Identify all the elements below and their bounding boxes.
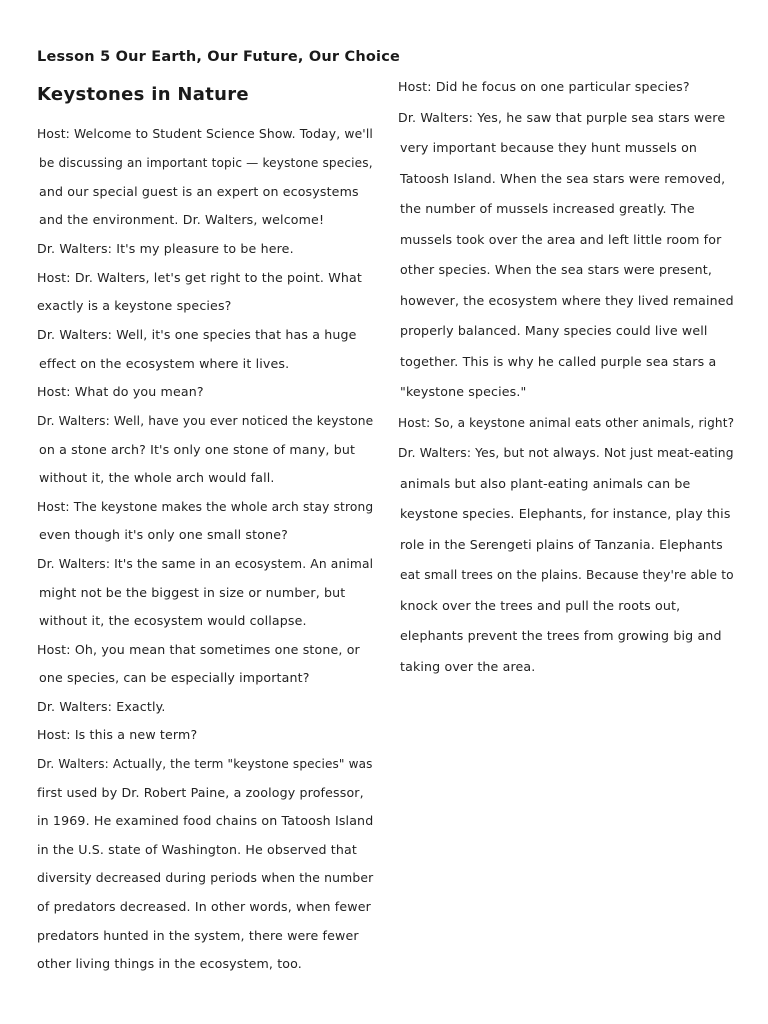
text-line: Dr. Walters: Well, it's one species that has a huge: [37, 327, 357, 342]
text-line: Dr. Walters: Yes, but not always. Not just meat-eating: [398, 445, 734, 460]
page-title: Keystones in Nature: [37, 84, 249, 105]
lesson-heading: Lesson 5 Our Earth, Our Future, Our Choice: [37, 49, 401, 65]
text-line: Host: So, a keystone animal eats other animals, right?: [398, 415, 735, 430]
text-line: exactly is a keystone species?: [37, 298, 232, 313]
text-line: taking over the area.: [400, 659, 536, 674]
text-line: Dr. Walters: It's my pleasure to be here.: [37, 241, 294, 256]
text-line: properly balanced. Many species could live well: [400, 323, 708, 338]
text-line: eat small trees on the plains. Because they're able to: [400, 567, 734, 582]
text-line: Host: What do you mean?: [37, 384, 204, 399]
text-line: Host: Did he focus on one particular species?: [398, 79, 690, 94]
text-line: Dr. Walters: Exactly.: [37, 699, 166, 714]
text-line: Dr. Walters: Actually, the term "keystone species" was: [37, 756, 373, 771]
text-line: of predators decreased. In other words, when fewer: [37, 899, 371, 914]
text-line: animals but also plant-eating animals can be: [400, 476, 691, 491]
text-line: other species. When the sea stars were present,: [400, 262, 713, 277]
text-line: diversity decreased during periods when the number: [37, 870, 374, 885]
text-line: Dr. Walters: Well, have you ever noticed the keystone: [37, 413, 374, 428]
text-line: keystone species. Elephants, for instance, play this: [400, 506, 731, 521]
text-line: on a stone arch? It's only one stone of many, but: [39, 442, 356, 457]
text-line: Host: Welcome to Student Science Show. Today, we'll: [37, 126, 373, 141]
text-line: other living things in the ecosystem, too.: [37, 956, 302, 971]
text-line: Host: Is this a new term?: [37, 727, 198, 742]
text-line: Tatoosh Island. When the sea stars were removed,: [400, 171, 726, 186]
text-line: "keystone species.": [400, 384, 527, 399]
text-line: without it, the ecosystem would collapse.: [39, 613, 307, 628]
text-line: the number of mussels increased greatly. The: [400, 201, 695, 216]
text-line: very important because they hunt mussels on: [400, 140, 698, 155]
text-line: elephants prevent the trees from growing big and: [400, 628, 722, 643]
text-line: first used by Dr. Robert Paine, a zoology professor,: [37, 785, 364, 800]
text-line: role in the Serengeti plains of Tanzania. Elephants: [400, 537, 723, 552]
text-line: might not be the biggest in size or number, but: [39, 585, 346, 600]
text-line: however, the ecosystem where they lived remained: [400, 293, 734, 308]
text-line: and our special guest is an expert on ecosystems: [39, 184, 359, 199]
text-line: Dr. Walters: Yes, he saw that purple sea stars were: [398, 110, 726, 125]
text-line: in 1969. He examined food chains on Tatoosh Island: [37, 813, 374, 828]
text-line: effect on the ecosystem where it lives.: [39, 356, 290, 371]
text-line: one species, can be especially important?: [39, 670, 310, 685]
text-line: Host: The keystone makes the whole arch stay strong: [37, 499, 374, 514]
text-line: knock over the trees and pull the roots out,: [400, 598, 681, 613]
text-line: be discussing an important topic — keystone species,: [39, 155, 373, 170]
text-line: Dr. Walters: It's the same in an ecosystem. An animal: [37, 556, 374, 571]
text-line: mussels took over the area and left little room for: [400, 232, 722, 247]
text-line: even though it's only one small stone?: [39, 527, 288, 542]
text-line: and the environment. Dr. Walters, welcome!: [39, 212, 325, 227]
text-line: predators hunted in the system, there were fewer: [37, 928, 359, 943]
text-line: without it, the whole arch would fall.: [39, 470, 275, 485]
text-line: Host: Dr. Walters, let's get right to the point. What: [37, 270, 362, 285]
text-line: Host: Oh, you mean that sometimes one stone, or: [37, 642, 360, 657]
text-line: in the U.S. state of Washington. He observed that: [37, 842, 357, 857]
text-line: together. This is why he called purple sea stars a: [400, 354, 717, 369]
